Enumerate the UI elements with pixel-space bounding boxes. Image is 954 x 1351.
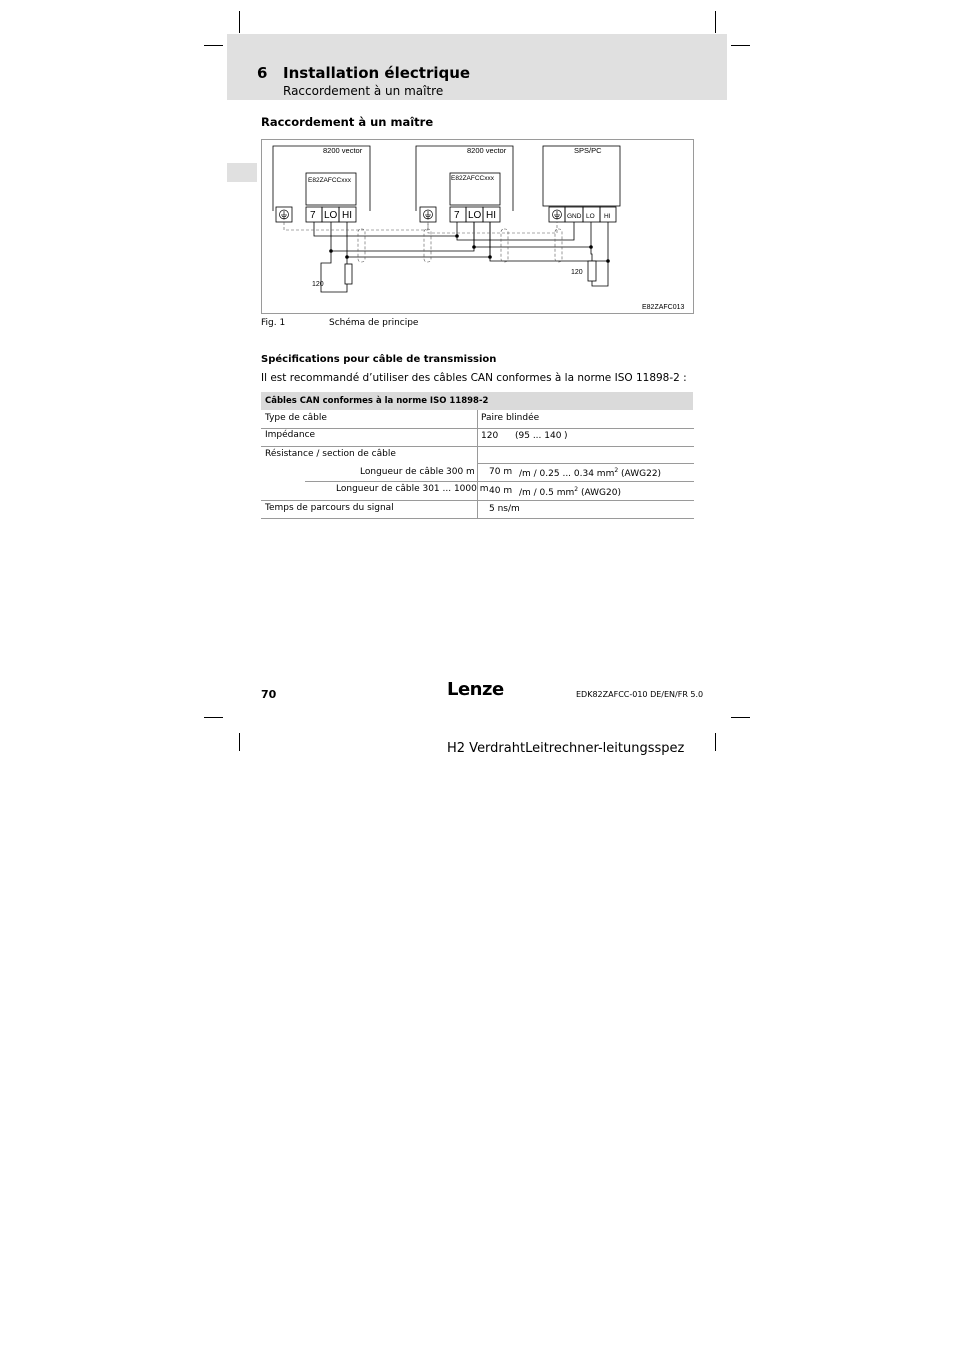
- length2-value-b: /m / 0.5 $mm^2$ (AWG20): [519, 486, 621, 498]
- chapter-title: Installation électrique: [283, 64, 471, 82]
- drive-1-lo-label: LO: [324, 210, 338, 221]
- spec-heading: Spécifications pour câble de transmission: [261, 354, 497, 365]
- length2-value-a: 40 m: [489, 486, 513, 496]
- master-label: SPS/PC: [574, 146, 602, 155]
- resistor-right-label: 120: [571, 269, 583, 276]
- cable-type-label: Type de câble: [265, 413, 327, 423]
- master-gnd-label: GND: [567, 213, 582, 220]
- wiring-diagram: [261, 139, 694, 314]
- figure-caption: Schéma de principe: [329, 318, 419, 328]
- master-housing: [543, 146, 620, 206]
- crop-mark: [731, 717, 750, 718]
- table-divider: [477, 410, 478, 518]
- length2-label: Longueur de câble 301 ... 1000 m: [336, 484, 489, 494]
- crop-mark: [239, 11, 240, 33]
- signal-delay-label: Temps de parcours du signal: [265, 503, 394, 513]
- crop-mark: [239, 733, 240, 751]
- crop-mark: [715, 11, 716, 33]
- lenze-logo: Lenze: [447, 679, 504, 700]
- table-rule: [261, 518, 694, 519]
- impedance-range: (95 ... 140: [515, 431, 562, 441]
- drive-2-7-label: 7: [454, 210, 460, 221]
- bottom-note: H2 VerdrahtLeitrechner-leitungsspez: [447, 741, 685, 756]
- table-rule: [477, 463, 694, 464]
- drive-1-7-label: 7: [310, 210, 316, 221]
- length1-value-a: 70 m: [489, 467, 513, 477]
- master-hi-label: HI: [604, 213, 611, 220]
- master-lo-label: LO: [586, 213, 595, 220]
- signal-delay-value: 5 ns/m: [489, 504, 520, 514]
- chapter-subtitle: Raccordement à un maître: [283, 84, 444, 98]
- impedance-close: ): [564, 431, 568, 441]
- spec-intro: Il est recommandé d’utiliser des câbles CAN conformes à la norme ISO 11898-2 :: [261, 372, 687, 384]
- impedance-label: Impédance: [265, 430, 316, 440]
- drive-2-hi-label: HI: [486, 210, 496, 221]
- crop-mark: [204, 717, 223, 718]
- resistor-left-label: 120: [312, 281, 324, 288]
- drive-2-module-label: E82ZAFCCxxx: [451, 175, 494, 182]
- length1-value-b: /m / 0.25 ... 0.34 $mm^2$ (AWG22): [519, 467, 662, 479]
- table-title: Câbles CAN conformes à la norme ISO 11898-2: [261, 392, 693, 410]
- page-number: 70: [261, 688, 277, 701]
- resistance-label: Résistance / section de câble: [265, 449, 396, 459]
- crop-mark: [731, 45, 750, 46]
- length1-limit: 300 m: [446, 467, 475, 477]
- drive-2-lo-label: LO: [468, 210, 482, 221]
- cable-type-value: Paire blindée: [481, 413, 540, 423]
- figure-label: Fig. 1: [261, 318, 286, 328]
- drive-2-label: 8200 vector: [467, 146, 507, 155]
- length1-label: Longueur de câble: [360, 467, 444, 477]
- crop-mark: [204, 45, 223, 46]
- chapter-number: 6: [257, 64, 268, 82]
- crop-mark: [715, 733, 716, 751]
- side-tab: [227, 163, 257, 182]
- drive-1-label: 8200 vector: [323, 146, 363, 155]
- section-heading: Raccordement à un maître: [261, 115, 434, 129]
- document-code: EDK82ZAFCC-010 DE/EN/FR 5.0: [576, 690, 704, 699]
- drive-1-hi-label: HI: [342, 210, 352, 221]
- table-rule: [305, 481, 694, 482]
- drive-1-module-label: E82ZAFCCxxx: [308, 177, 351, 184]
- impedance-value: 120: [481, 431, 499, 441]
- figure-code: E82ZAFC013: [642, 304, 685, 311]
